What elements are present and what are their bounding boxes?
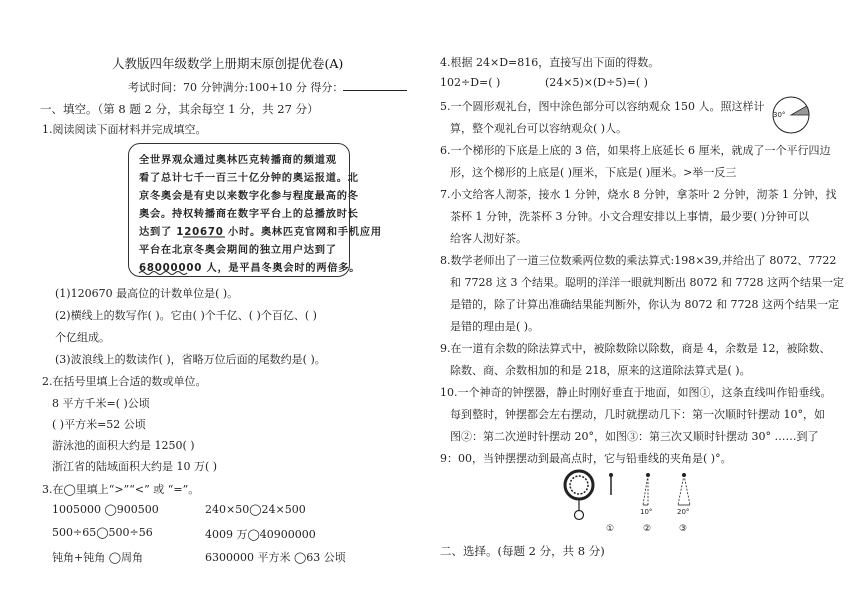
question-9-cont: 除数、商、余数相加的和是 218，原来的这道除法算式是( )。 (450, 364, 751, 377)
exam-info-text: 考试时间：70 分钟满分:100+10 分 得分： (128, 81, 344, 94)
box-line: 68000000 人，是平昌冬奥会时的两倍多。 (139, 263, 361, 274)
question-6-cont: 形，这个梯形的上底是( )厘米，下底是( )厘米。>举一反三 (450, 166, 737, 179)
compare-item: 钝角+钝角 ◯周角 (52, 551, 144, 564)
figure-label: ② (643, 524, 652, 534)
question-4: 4.根据 24×D=816，直接写出下面的得数。 (440, 56, 660, 69)
pendulum-figures (556, 467, 716, 537)
compare-item: 6300000 平方米 ◯63 公顷 (205, 551, 346, 564)
box-line: 平台在北京冬奥会期间的独立用户达到了 (139, 245, 337, 256)
section-fill-blank: 一、填空。（第 8 题 2 分，其余每空 1 分，共 27 分） (40, 102, 319, 116)
question-10-cont2: 图②：第二次逆时针摆动 20°，如图③：第三次又顺时针摆动 30° ……到了 (450, 430, 819, 443)
clock-icon (565, 471, 593, 499)
question-10: 10.一个神奇的钟摆器，静止时刚好垂直于地面，如图①，这条直线叫作铅垂线。 (440, 386, 832, 399)
question-7-cont2: 给客人沏好茶。 (450, 232, 527, 245)
question-6: 6.一个梯形的下底是上底的 3 倍，如果将上底延长 6 厘米，就成了一个平行四边 (440, 144, 831, 157)
question-2-1: 8 平方千米=( )公顷 (52, 397, 150, 410)
box-line: 京冬奥会是有史以来数字化参与程度最高的冬 (139, 191, 359, 202)
question-9: 9.在一道有余数的除法算式中，被除数除以除数，商是 4，余数是 12，被除数、 (440, 342, 831, 355)
box-line: 看了总计七千一百三十亿分钟的奥运报道。北 (139, 173, 359, 184)
figure-label: ③ (679, 524, 688, 534)
question-2-2: ( )平方米=52 公顷 (52, 418, 146, 431)
compare-item: 500÷65◯500÷56 (52, 526, 153, 539)
compare-item: 4009 万◯40900000 (205, 528, 316, 541)
question-8-cont2: 是错的，除了计算出准确结果能判断外，你认为 8072 和 7728 这两个结果一定 (450, 298, 839, 311)
question-8-cont3: 是错的理由是( )。 (450, 320, 540, 333)
pendulum-angle-label: 20° (677, 508, 690, 516)
question-8-cont: 和 7728 这 3 个结果。聪明的洋洋一眼就判断出 8072 和 7728 这两个结果一定 (450, 276, 844, 289)
box-markings (129, 144, 349, 276)
section-choice: 二、选择。(每题 2 分，共 8 分) (440, 544, 605, 558)
question-10-cont3: 9：00，当钟摆摆动到最高点时，它与铅垂线的夹角是( )°。 (440, 452, 732, 465)
question-1: 1.阅读阅读下面材料并完成填空。 (42, 123, 207, 136)
box-line: 奥会。持权转播商在数字平台上的总播放时长 (139, 209, 359, 220)
question-5: 5.一个圆形观礼台，图中涂色部分可以容纳观众 150 人。照这样计 (440, 100, 765, 113)
figure-label: ① (606, 524, 615, 534)
question-7-cont: 茶杯 1 分钟，洗茶杯 3 分钟。小文合理安排以上事情，最少要( )分钟可以 (450, 210, 810, 223)
question-8: 8.数学老师出了一道三位数乘两位数的乘法算式:198×39,并给出了 8072、7722 (440, 254, 837, 267)
question-1-2-cont: 个亿组成。 (55, 331, 110, 344)
box-line: 达到了 120670 小时。奥林匹克官网和手机应用 (139, 227, 382, 238)
viewing-platform-figure (768, 95, 814, 135)
question-1-2: (2)横线上的数写作( )。它由( )个千亿、( )个百亿、( ) (55, 309, 317, 322)
question-3: 3.在◯里填上“>”“<” 或 “=”。 (42, 483, 200, 496)
compare-item: 1005000 ◯900500 (52, 503, 159, 516)
question-2-4: 浙江省的陆域面积大约是 10 万( ) (52, 460, 218, 473)
sector-angle-label: 30° (773, 111, 786, 119)
question-2-3: 游泳池的面积大约是 1250( ) (52, 439, 195, 452)
question-7: 7.小文给客人沏茶，接水 1 分钟，烧水 8 分钟，拿茶叶 2 分钟，沏茶 1 分钟，找 (440, 188, 837, 201)
box-line: 全世界观众通过奥林匹克转播商的频道观 (139, 155, 337, 166)
question-1-3: (3)波浪线上的数读作( )，省略万位后面的尾数约是( )。 (55, 353, 326, 366)
reading-material-box (128, 143, 382, 277)
page-title: 人教版四年级数学上册期末原创提优卷(A) (112, 56, 344, 71)
question-4-a: 102÷D=( ) (440, 76, 501, 89)
question-2: 2.在括号里填上合适的数或单位。 (42, 375, 207, 388)
score-blank[interactable] (343, 80, 407, 91)
question-1-1: (1)120670 最高位的计数单位是( )。 (55, 287, 239, 300)
question-10-cont: 每到整时，钟摆都会左右摆动，几时就摆动几下：第一次顺时针摆动 10°，如 (450, 408, 825, 421)
pendulum-angle-label: 10° (640, 508, 653, 516)
exam-info (128, 79, 407, 95)
compare-item: 240×50◯24×500 (205, 503, 306, 516)
question-4-b: (24×5)×(D÷5)=( ) (545, 76, 648, 89)
question-5-cont: 算，整个观礼台可以容纳观众( )人。 (450, 122, 628, 135)
